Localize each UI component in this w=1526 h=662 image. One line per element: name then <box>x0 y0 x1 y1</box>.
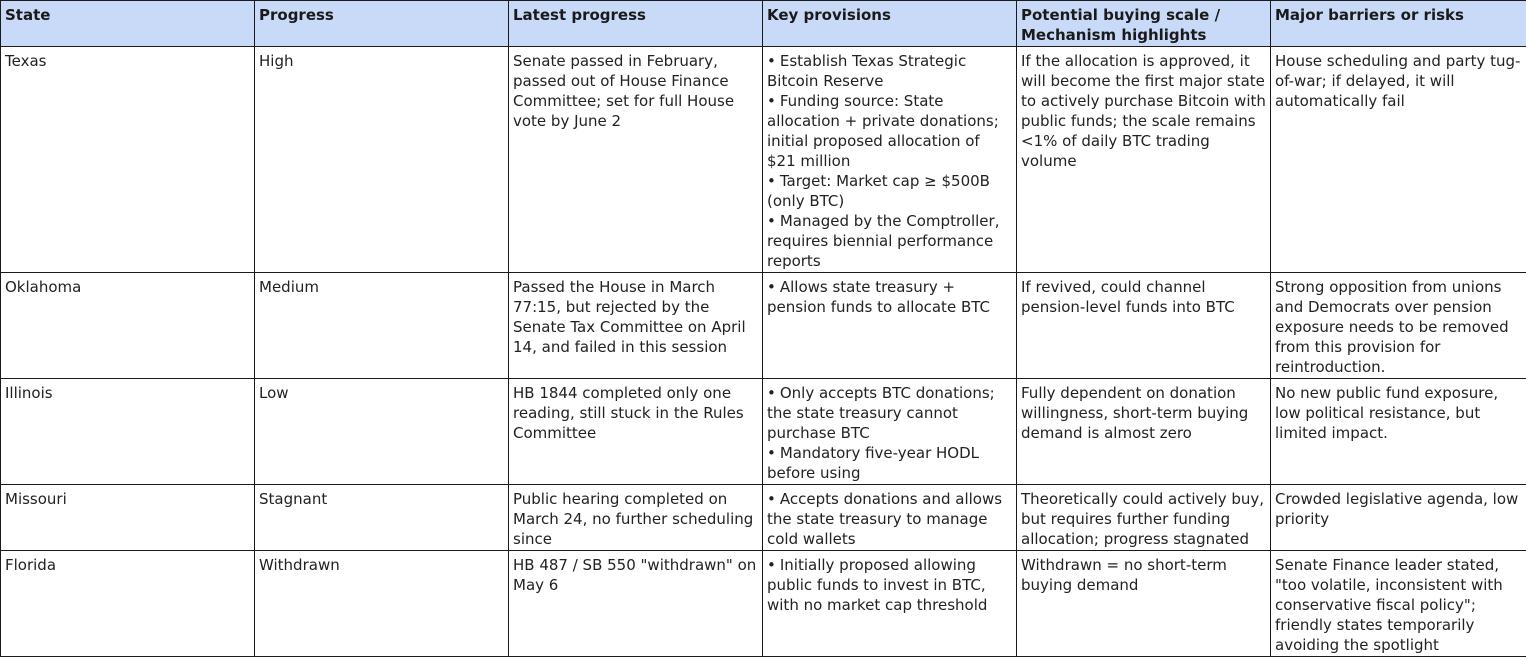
cell-latest-progress: HB 1844 completed only one reading, still stuck in the Rules Committee <box>509 379 763 485</box>
bullet-icon: • <box>767 444 776 462</box>
provision-text: Initially proposed allowing public funds to invest in BTC, with no market cap threshold <box>767 556 988 614</box>
cell-state: Illinois <box>1 379 255 485</box>
provision-item <box>767 489 1012 549</box>
bullet-icon: • <box>767 212 776 230</box>
cell-key-provisions <box>763 273 1017 379</box>
header-state: State <box>1 1 255 47</box>
provision-item <box>767 211 1012 271</box>
bullet-icon: • <box>767 384 776 402</box>
cell-state: Missouri <box>1 485 255 551</box>
bullet-icon: • <box>767 278 776 296</box>
provision-text: Managed by the Comptroller, requires biennial performance reports <box>767 212 1000 270</box>
cell-barriers-risks: House scheduling and party tug-of-war; if delayed, it will automatically fail <box>1271 47 1526 273</box>
provision-item <box>767 171 1012 211</box>
provision-text: Target: Market cap ≥ $500B (only BTC) <box>767 172 990 210</box>
cell-progress: Withdrawn <box>255 551 509 657</box>
header-barriers-risks: Major barriers or risks <box>1271 1 1526 47</box>
provision-item <box>767 277 1012 317</box>
provision-text: Allows state treasury + pension funds to allocate BTC <box>767 278 990 316</box>
cell-progress: Medium <box>255 273 509 379</box>
provision-item <box>767 51 1012 91</box>
cell-state: Florida <box>1 551 255 657</box>
cell-latest-progress: Public hearing completed on March 24, no further scheduling since <box>509 485 763 551</box>
provision-text: Only accepts BTC donations; the state treasury cannot purchase BTC <box>767 384 995 442</box>
table-row <box>1 273 1526 379</box>
bullet-icon: • <box>767 52 776 70</box>
cell-latest-progress: Passed the House in March 77:15, but rejected by the Senate Tax Committee on April 14, and failed in this session <box>509 273 763 379</box>
cell-buying-scale: If the allocation is approved, it will become the first major state to actively purchase Bitcoin with public funds; the scale remains <1% of daily BTC trading volume <box>1017 47 1271 273</box>
cell-progress: Low <box>255 379 509 485</box>
table-row <box>1 485 1526 551</box>
table-body <box>1 47 1526 657</box>
cell-key-provisions <box>763 551 1017 657</box>
provision-item <box>767 91 1012 171</box>
cell-buying-scale: Withdrawn = no short-term buying demand <box>1017 551 1271 657</box>
cell-buying-scale: Theoretically could actively buy, but requires further funding allocation; progress stagnated <box>1017 485 1271 551</box>
cell-key-provisions <box>763 47 1017 273</box>
bullet-icon: • <box>767 556 776 574</box>
cell-barriers-risks: Crowded legislative agenda, low priority <box>1271 485 1526 551</box>
cell-latest-progress: HB 487 / SB 550 "withdrawn" on May 6 <box>509 551 763 657</box>
header-progress: Progress <box>255 1 509 47</box>
cell-progress: High <box>255 47 509 273</box>
cell-barriers-risks: Strong opposition from unions and Democrats over pension exposure needs to be removed from this provision for reintroduction. <box>1271 273 1526 379</box>
bullet-icon: • <box>767 172 776 190</box>
header-buying-scale: Potential buying scale / Mechanism highlights <box>1017 1 1271 47</box>
header-row <box>1 1 1526 47</box>
provision-text: Establish Texas Strategic Bitcoin Reserve <box>767 52 967 90</box>
header-latest-progress: Latest progress <box>509 1 763 47</box>
cell-buying-scale: If revived, could channel pension-level funds into BTC <box>1017 273 1271 379</box>
cell-latest-progress: Senate passed in February, passed out of House Finance Committee; set for full House vote by June 2 <box>509 47 763 273</box>
cell-barriers-risks: No new public fund exposure, low political resistance, but limited impact. <box>1271 379 1526 485</box>
provision-item <box>767 555 1012 615</box>
provision-text: Mandatory five-year HODL before using <box>767 444 980 482</box>
header-key-provisions: Key provisions <box>763 1 1017 47</box>
provision-item <box>767 443 1012 483</box>
provision-text: Funding source: State allocation + private donations; initial proposed allocation of $21 million <box>767 92 999 170</box>
cell-key-provisions <box>763 379 1017 485</box>
cell-progress: Stagnant <box>255 485 509 551</box>
table-row <box>1 47 1526 273</box>
cell-state: Oklahoma <box>1 273 255 379</box>
cell-barriers-risks: Senate Finance leader stated, "too volatile, inconsistent with conservative fiscal policy"; friendly states temporarily avoiding the spotlight <box>1271 551 1526 657</box>
table-row <box>1 551 1526 657</box>
cell-key-provisions <box>763 485 1017 551</box>
provision-text: Accepts donations and allows the state treasury to manage cold wallets <box>767 490 1003 548</box>
provision-item <box>767 383 1012 443</box>
bullet-icon: • <box>767 490 776 508</box>
bullet-icon: • <box>767 92 776 110</box>
table-row <box>1 379 1526 485</box>
cell-state: Texas <box>1 47 255 273</box>
cell-buying-scale: Fully dependent on donation willingness, short-term buying demand is almost zero <box>1017 379 1271 485</box>
